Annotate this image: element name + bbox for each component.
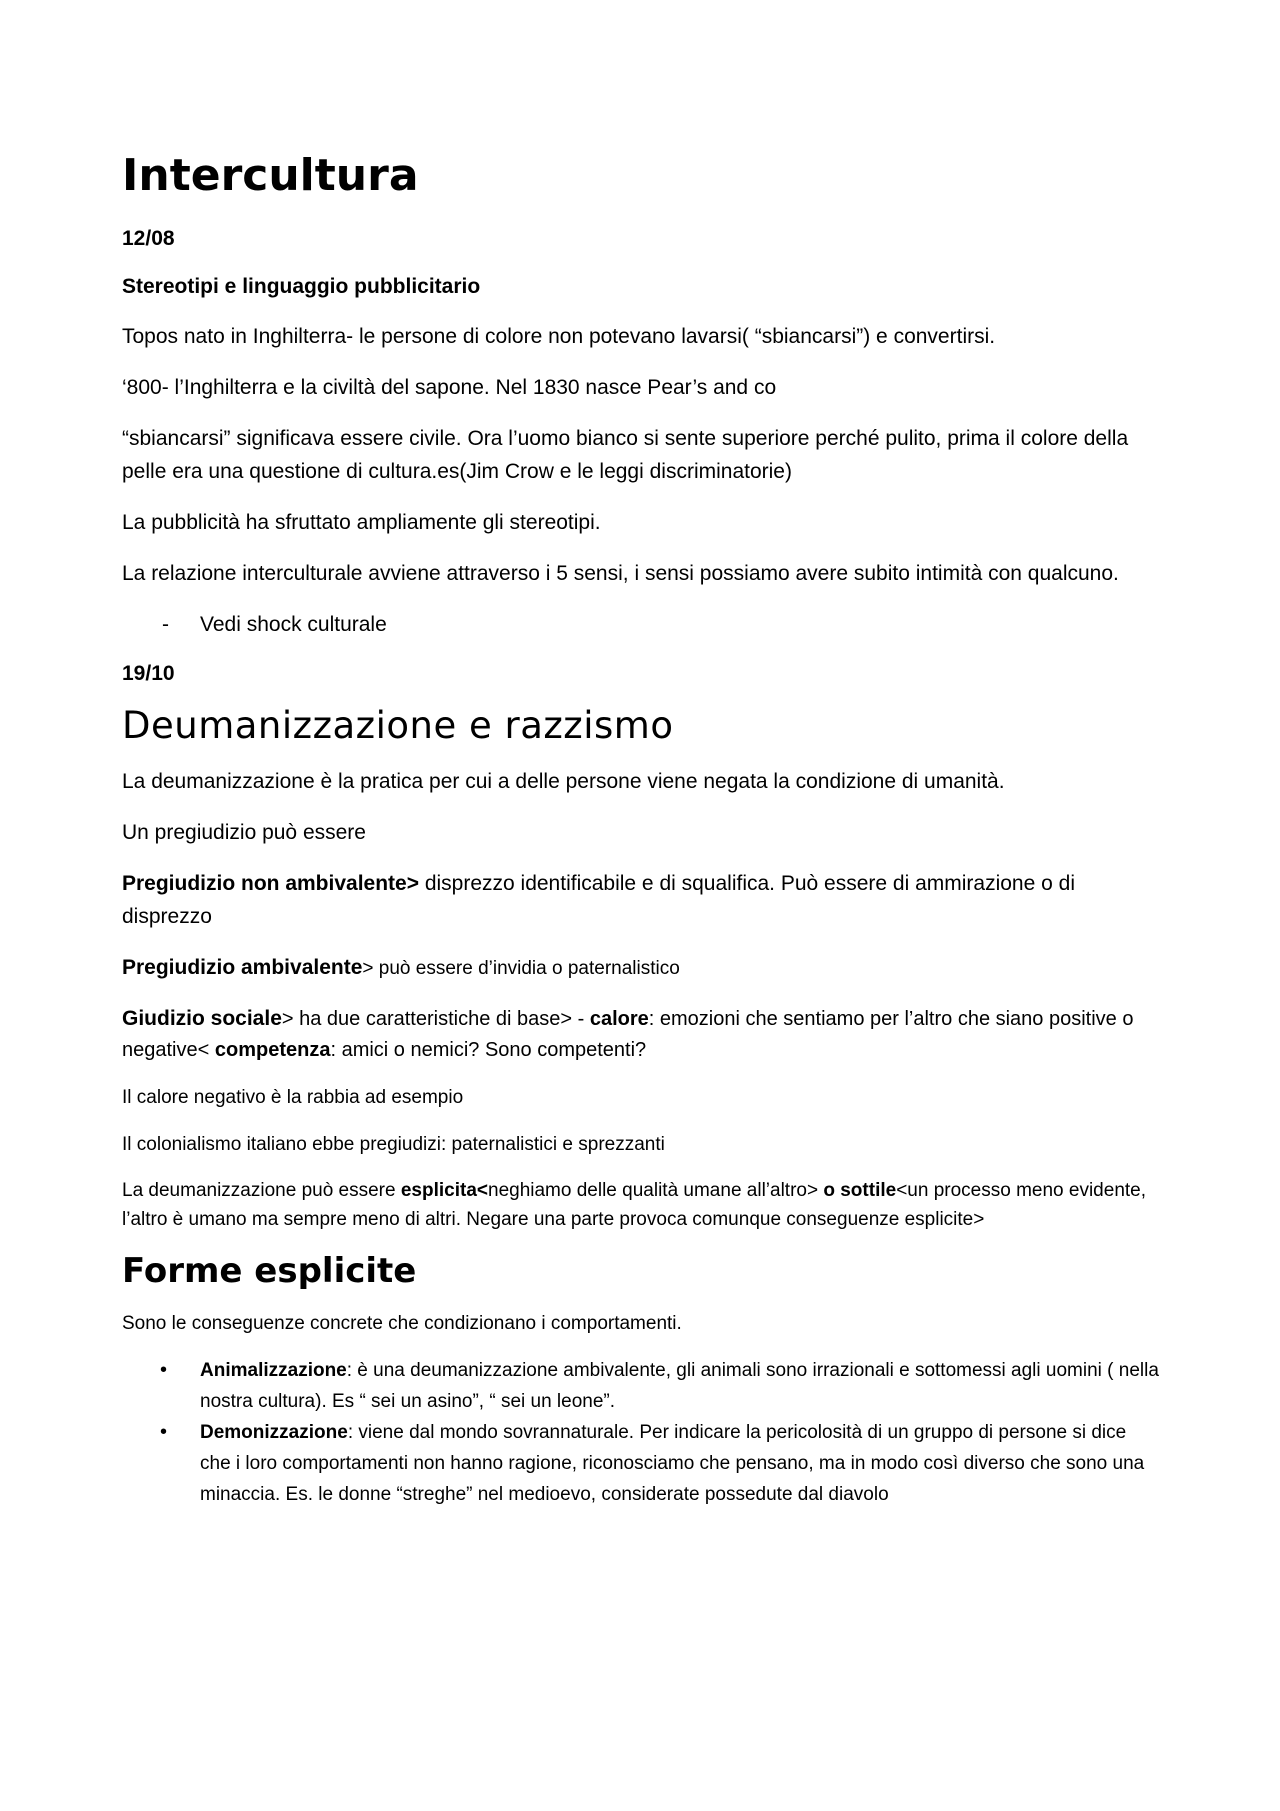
bullet-marker: • xyxy=(160,1359,168,1381)
section-heading: Deumanizzazione e razzismo xyxy=(122,704,674,747)
document-body xyxy=(122,150,1162,1510)
bold-term: competenza xyxy=(214,1039,331,1061)
section-heading: Forme esplicite xyxy=(122,1251,417,1291)
paragraph: Pregiudizio ambivalente> può essere d’invidia o paternalistico xyxy=(122,956,680,979)
paragraph: Giudizio sociale> ha due caratteristiche di base> - calore: emozioni che sentiamo per l’altro che siano positive o negative< competenza: amici o nemici? Sono competenti? xyxy=(122,1007,1134,1061)
bold-term: Demonizzazione xyxy=(200,1422,348,1443)
date-heading: 19/10 xyxy=(122,662,175,685)
bold-term: Animalizzazione xyxy=(200,1360,347,1381)
document-title: Intercultura xyxy=(122,150,419,201)
bullet-marker: • xyxy=(160,1421,168,1443)
list-item-text: Vedi shock culturale xyxy=(200,613,387,636)
paragraph: La relazione interculturale avviene attraverso i 5 sensi, i sensi possiamo avere subito intimità con qualcuno. xyxy=(122,562,1119,585)
dash-list xyxy=(122,608,1162,641)
bold-term: esplicita< xyxy=(400,1180,488,1201)
paragraph: La deumanizzazione può essere esplicita<neghiamo delle qualità umane all’altro> o sottile<un processo meno evidente, l’altro è umano ma sempre meno di altri. Negare una parte provoca comunque conseguenze esplicite> xyxy=(122,1180,1147,1230)
bullet-list xyxy=(122,1355,1162,1510)
bold-term: Giudizio sociale xyxy=(122,1007,282,1030)
paragraph: La pubblicità ha sfruttato ampliamente gli stereotipi. xyxy=(122,511,601,534)
bold-term: Pregiudizio non ambivalente> xyxy=(122,872,419,895)
paragraph: La deumanizzazione è la pratica per cui a delle persone viene negata la condizione di umanità. xyxy=(122,770,1005,793)
subheading: Stereotipi e linguaggio pubblicitario xyxy=(122,275,481,298)
paragraph: Un pregiudizio può essere xyxy=(122,821,366,844)
paragraph: ‘800- l’Inghilterra e la civiltà del sapone. Nel 1830 nasce Pear’s and co xyxy=(122,376,777,399)
paragraph: Il calore negativo è la rabbia ad esempio xyxy=(122,1087,464,1108)
paragraph: Sono le conseguenze concrete che condizionano i comportamenti. xyxy=(122,1313,682,1334)
paragraph: Il colonialismo italiano ebbe pregiudizi: paternalistici e sprezzanti xyxy=(122,1134,665,1155)
dash-marker: - xyxy=(162,613,169,636)
paragraph: “sbiancarsi” significava essere civile. Ora l’uomo bianco si sente superiore perché pulito, prima il colore della pelle era una questione di cultura.es(Jim Crow e le leggi discriminatorie) xyxy=(122,427,1129,483)
list-item: • Demonizzazione: viene dal mondo sovrannaturale. Per indicare la pericolosità di un gruppo di persone si dice che i loro comportamenti non hanno ragione, riconosciamo che pensano, ma in modo così diverso che sono una minaccia. Es. le donne “streghe” nel medioevo, considerate possedute dal diavolo xyxy=(122,1417,1162,1510)
list-item: • Animalizzazione: è una deumanizzazione ambivalente, gli animali sono irrazionali e sottomessi agli uomini ( nella nostra cultura). Es “ sei un asino”, “ sei un leone”. xyxy=(122,1355,1162,1417)
bold-term: Pregiudizio ambivalente xyxy=(122,956,363,979)
bold-term: o sottile xyxy=(823,1180,897,1201)
paragraph: Pregiudizio non ambivalente> disprezzo identificabile e di squalifica. Può essere di ammirazione o di disprezzo xyxy=(122,872,1075,928)
date-heading: 12/08 xyxy=(122,227,175,250)
bold-term: calore xyxy=(589,1008,649,1030)
list-item xyxy=(122,608,1162,641)
paragraph: Topos nato in Inghilterra- le persone di colore non potevano lavarsi( “sbiancarsi”) e convertirsi. xyxy=(122,325,996,348)
